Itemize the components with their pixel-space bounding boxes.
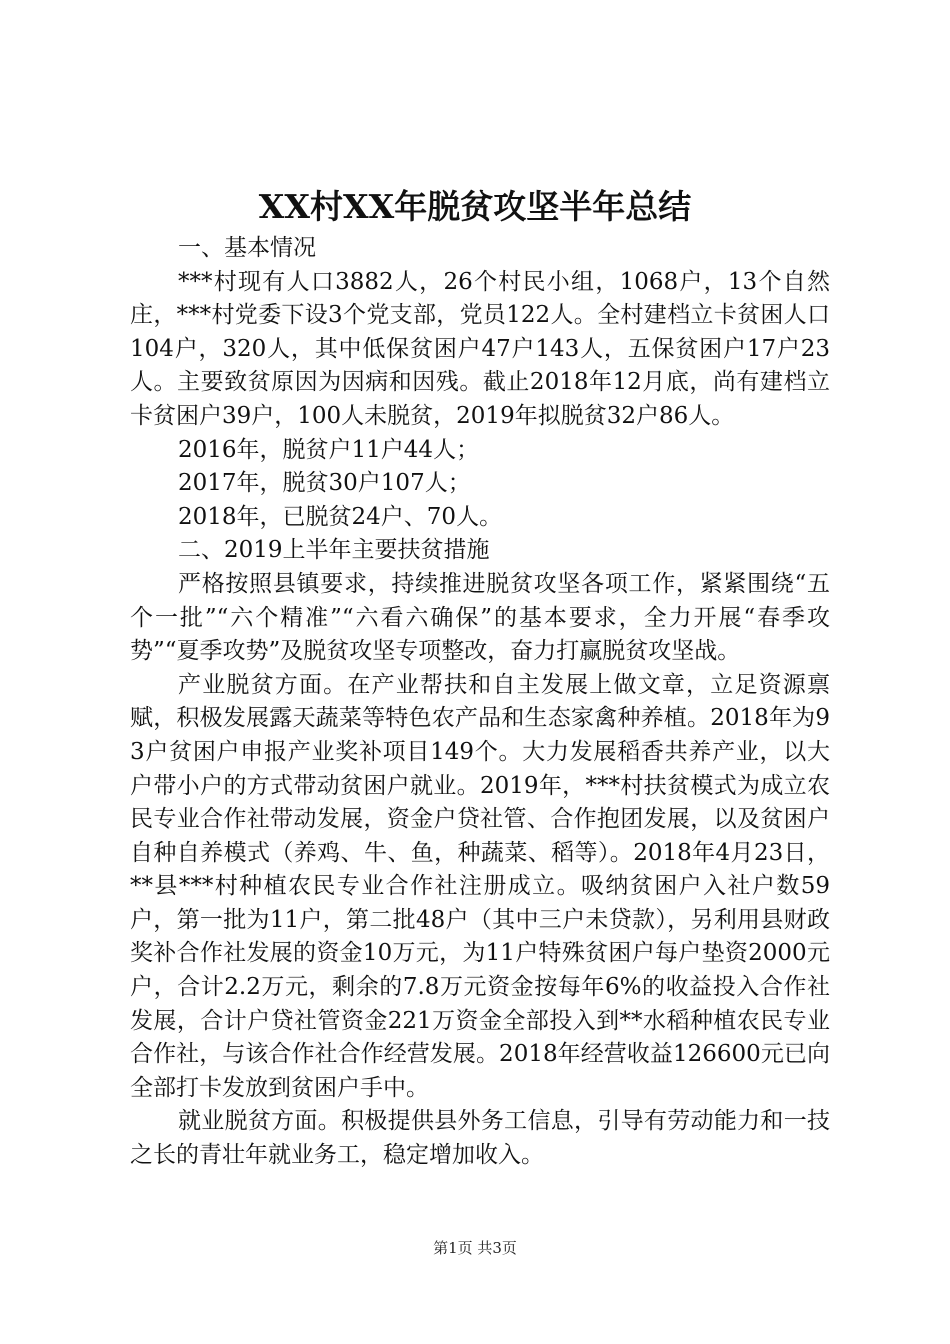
section-heading-basic-info: 一、基本情况 — [178, 235, 316, 261]
paragraph-employment-poverty: 就业脱贫方面。积极提供县外务工信息，引导有劳动能力和一技之长的青壮年就业务工，稳定增加收入。 — [130, 1108, 830, 1169]
paragraph-requirements: 严格按照县镇要求，持续推进脱贫攻坚各项工作，紧紧围绕“五个一批”“六个精准”“六看六确保”的基本要求，全力开展“春季攻势”“夏季攻势”及脱贫攻坚专项整改，奋力打赢脱贫攻坚战。 — [130, 570, 830, 665]
paragraph-village-overview: ***村现有人口3882人，26个村民小组，1068户，13个自然庄，***村党委下设3个党支部，党员122人。全村建档立卡贫困人口104户，320人，其中低保贫困户47户143人，五保贫困户17户23人。主要致贫原因为因病和因残。截止2018年12月底，尚有建档立卡贫困户39户，100人未脱贫，2019年拟脱贫32户86人。 — [130, 268, 830, 429]
section-heading-measures: 二、2019上半年主要扶贫措施 — [178, 537, 490, 564]
document-body — [130, 232, 830, 1173]
paragraph-industry-poverty: 产业脱贫方面。在产业帮扶和自主发展上做文章，立足资源禀赋，积极发展露天蔬菜等特色农产品和生态家禽种养植。2018年为93户贫困户申报产业奖补项目149个。大力发展稻香共养产业，以大户带小户的方式带动贫困户就业。2019年，***村扶贫模式为成立农民专业合作社带动发展，资金户贷社管、合作抱团发展，以及贫困户自种自养模式（养鸡、牛、鱼，种蔬菜、稻等）。2018年4月23日，**县***村种植农民专业合作社注册成立。吸纳贫困户入社户数59户，第一批为11户，第二批48户（其中三户未贷款），另利用县财政奖补合作社发展的资金10万元，为11户特殊贫困户每户垫资2000元户，合计2.2万元，剩余的7.8万元资金按每年6%的收益投入合作社发展，合计户贷社管资金221万资金全部投入到**水稻种植农民专业合作社，与该合作社合作经营发展。2018年经营收益126600元已向全部打卡发放到贫困户手中。 — [130, 671, 830, 1101]
paragraph-2018-result: 2018年，已脱贫24户、70人。 — [178, 503, 503, 530]
document-title: XX村XX年脱贫攻坚半年总结 — [258, 187, 692, 226]
page-footer: 第1页 共3页 — [433, 1239, 517, 1257]
paragraph-2017-result: 2017年，脱贫30户107人； — [178, 470, 471, 497]
paragraph-2016-result: 2016年，脱贫户11户44人； — [178, 436, 480, 463]
